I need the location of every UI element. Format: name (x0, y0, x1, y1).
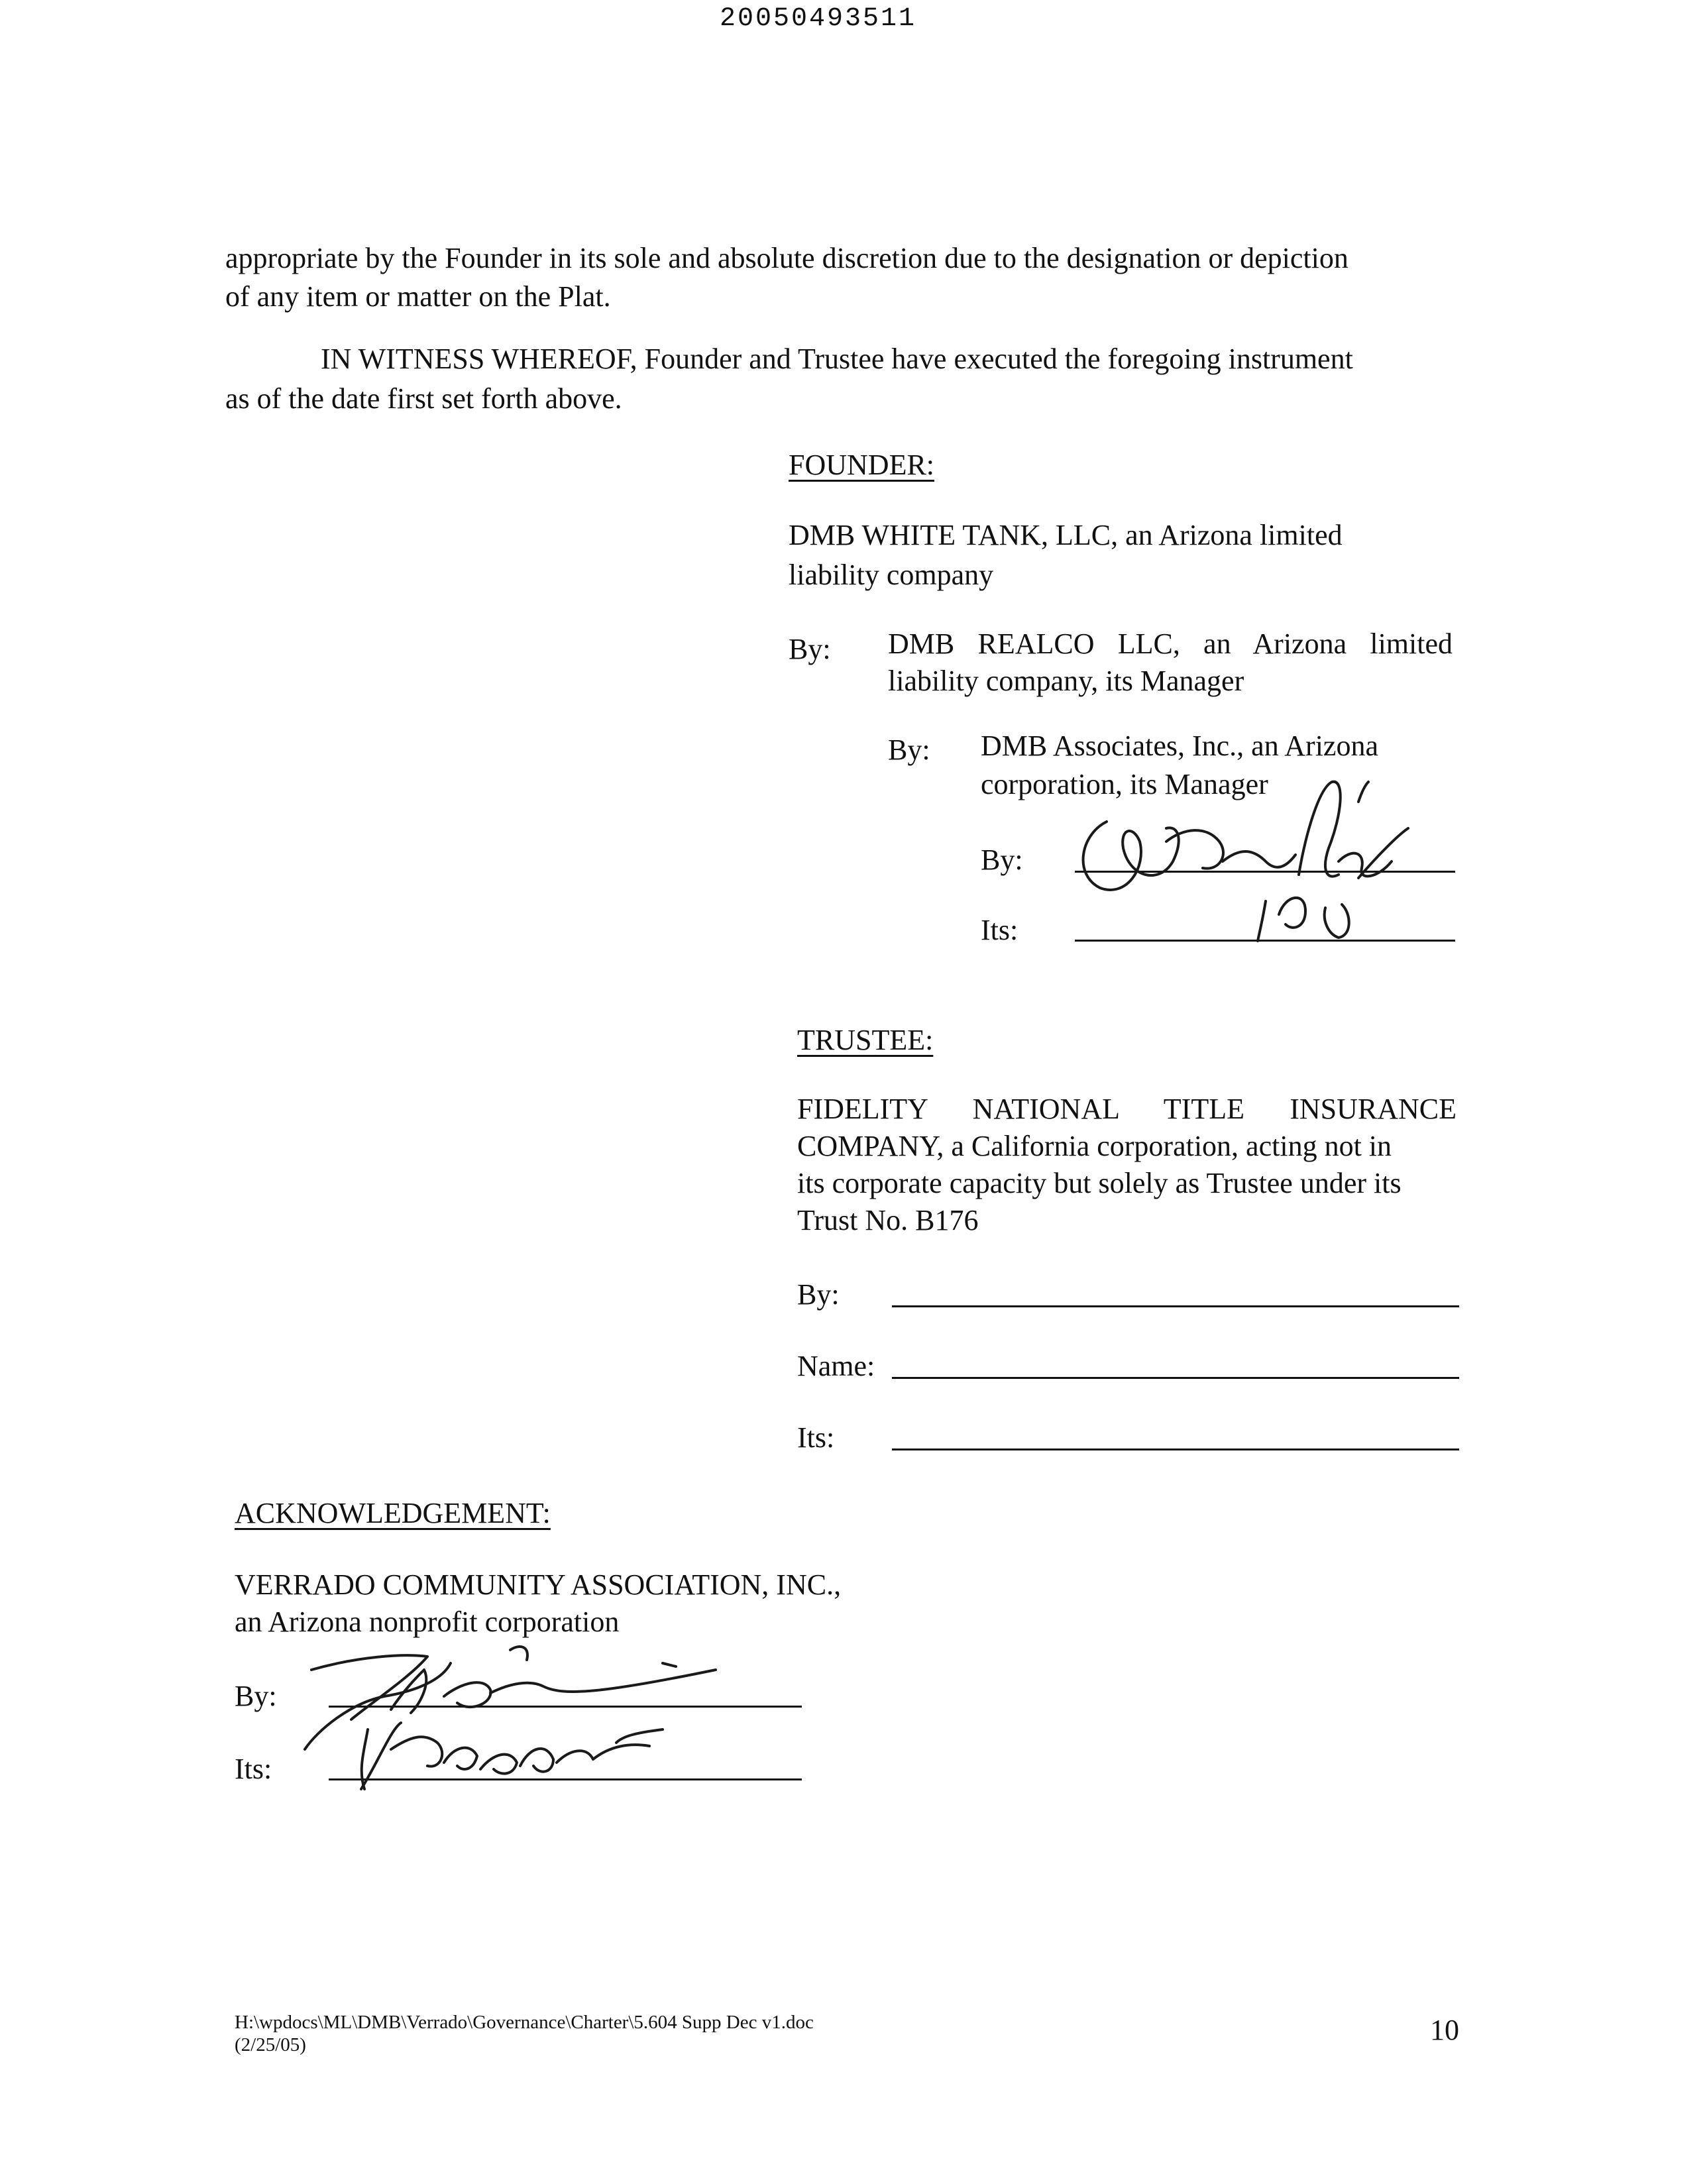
founder-sub-by-label: By: (888, 734, 930, 766)
acknowledgement-by-label: By: (235, 1680, 277, 1712)
trustee-heading: TRUSTEE: (797, 1024, 934, 1056)
acknowledgement-signature (292, 1637, 742, 1809)
page-number: 10 (1430, 2014, 1459, 2046)
trustee-its-signature-line (892, 1448, 1459, 1450)
founder-sub-manager-line-1: DMB Associates, Inc., an Arizona (981, 730, 1378, 762)
trustee-by-label: By: (797, 1278, 840, 1311)
acknowledgement-entity-line-1: VERRADO COMMUNITY ASSOCIATION, INC., (235, 1568, 842, 1601)
trustee-entity-line-3: its corporate capacity but solely as Trustee under its (797, 1167, 1402, 1199)
trustee-its-label: Its: (797, 1421, 835, 1454)
founder-manager-line-2: liability company, its Manager (888, 665, 1244, 697)
trustee-name-label: Name: (797, 1350, 875, 1382)
trustee-entity-line-4: Trust No. B176 (797, 1204, 979, 1236)
trustee-entity-line-1: FIDELITY NATIONAL TITLE INSURANCE (797, 1093, 1457, 1125)
witness-line-1: IN WITNESS WHEREOF, Founder and Trustee have executed the foregoing instrument (321, 343, 1353, 375)
witness-line-2: as of the date first set forth above. (225, 382, 622, 415)
trustee-entity-line-2: COMPANY, a California corporation, acting not in (797, 1130, 1392, 1162)
acknowledgement-entity-line-2: an Arizona nonprofit corporation (235, 1606, 620, 1638)
founder-by-label: By: (789, 633, 831, 665)
body-line-2: of any item or matter on the Plat. (225, 280, 611, 313)
trustee-by-signature-line (892, 1305, 1459, 1307)
acknowledgement-heading: ACKNOWLEDGEMENT: (235, 1497, 551, 1529)
founder-entity-line-1: DMB WHITE TANK, LLC, an Arizona limited (789, 519, 1343, 551)
founder-signature (1067, 762, 1411, 954)
body-line-1: appropriate by the Founder in its sole and absolute discretion due to the designation or depiction (225, 242, 1349, 274)
founder-sign-its-label: Its: (981, 914, 1019, 946)
founder-entity-line-2: liability company (789, 559, 994, 591)
acknowledgement-its-label: Its: (235, 1753, 272, 1785)
footer-file-path: H:\wpdocs\ML\DMB\Verrado\Governance\Charter\5.604 Supp Dec v1.doc (235, 2012, 814, 2033)
founder-manager-line-1: DMB REALCO LLC, an Arizona limited (888, 628, 1453, 660)
trustee-name-signature-line (892, 1377, 1459, 1379)
document-number: 20050493511 (720, 4, 917, 34)
founder-heading: FOUNDER: (789, 449, 935, 481)
founder-sign-by-label: By: (981, 844, 1023, 876)
founder-sub-manager-line-2: corporation, its Manager (981, 768, 1268, 800)
footer-date: (2/25/05) (235, 2034, 306, 2055)
